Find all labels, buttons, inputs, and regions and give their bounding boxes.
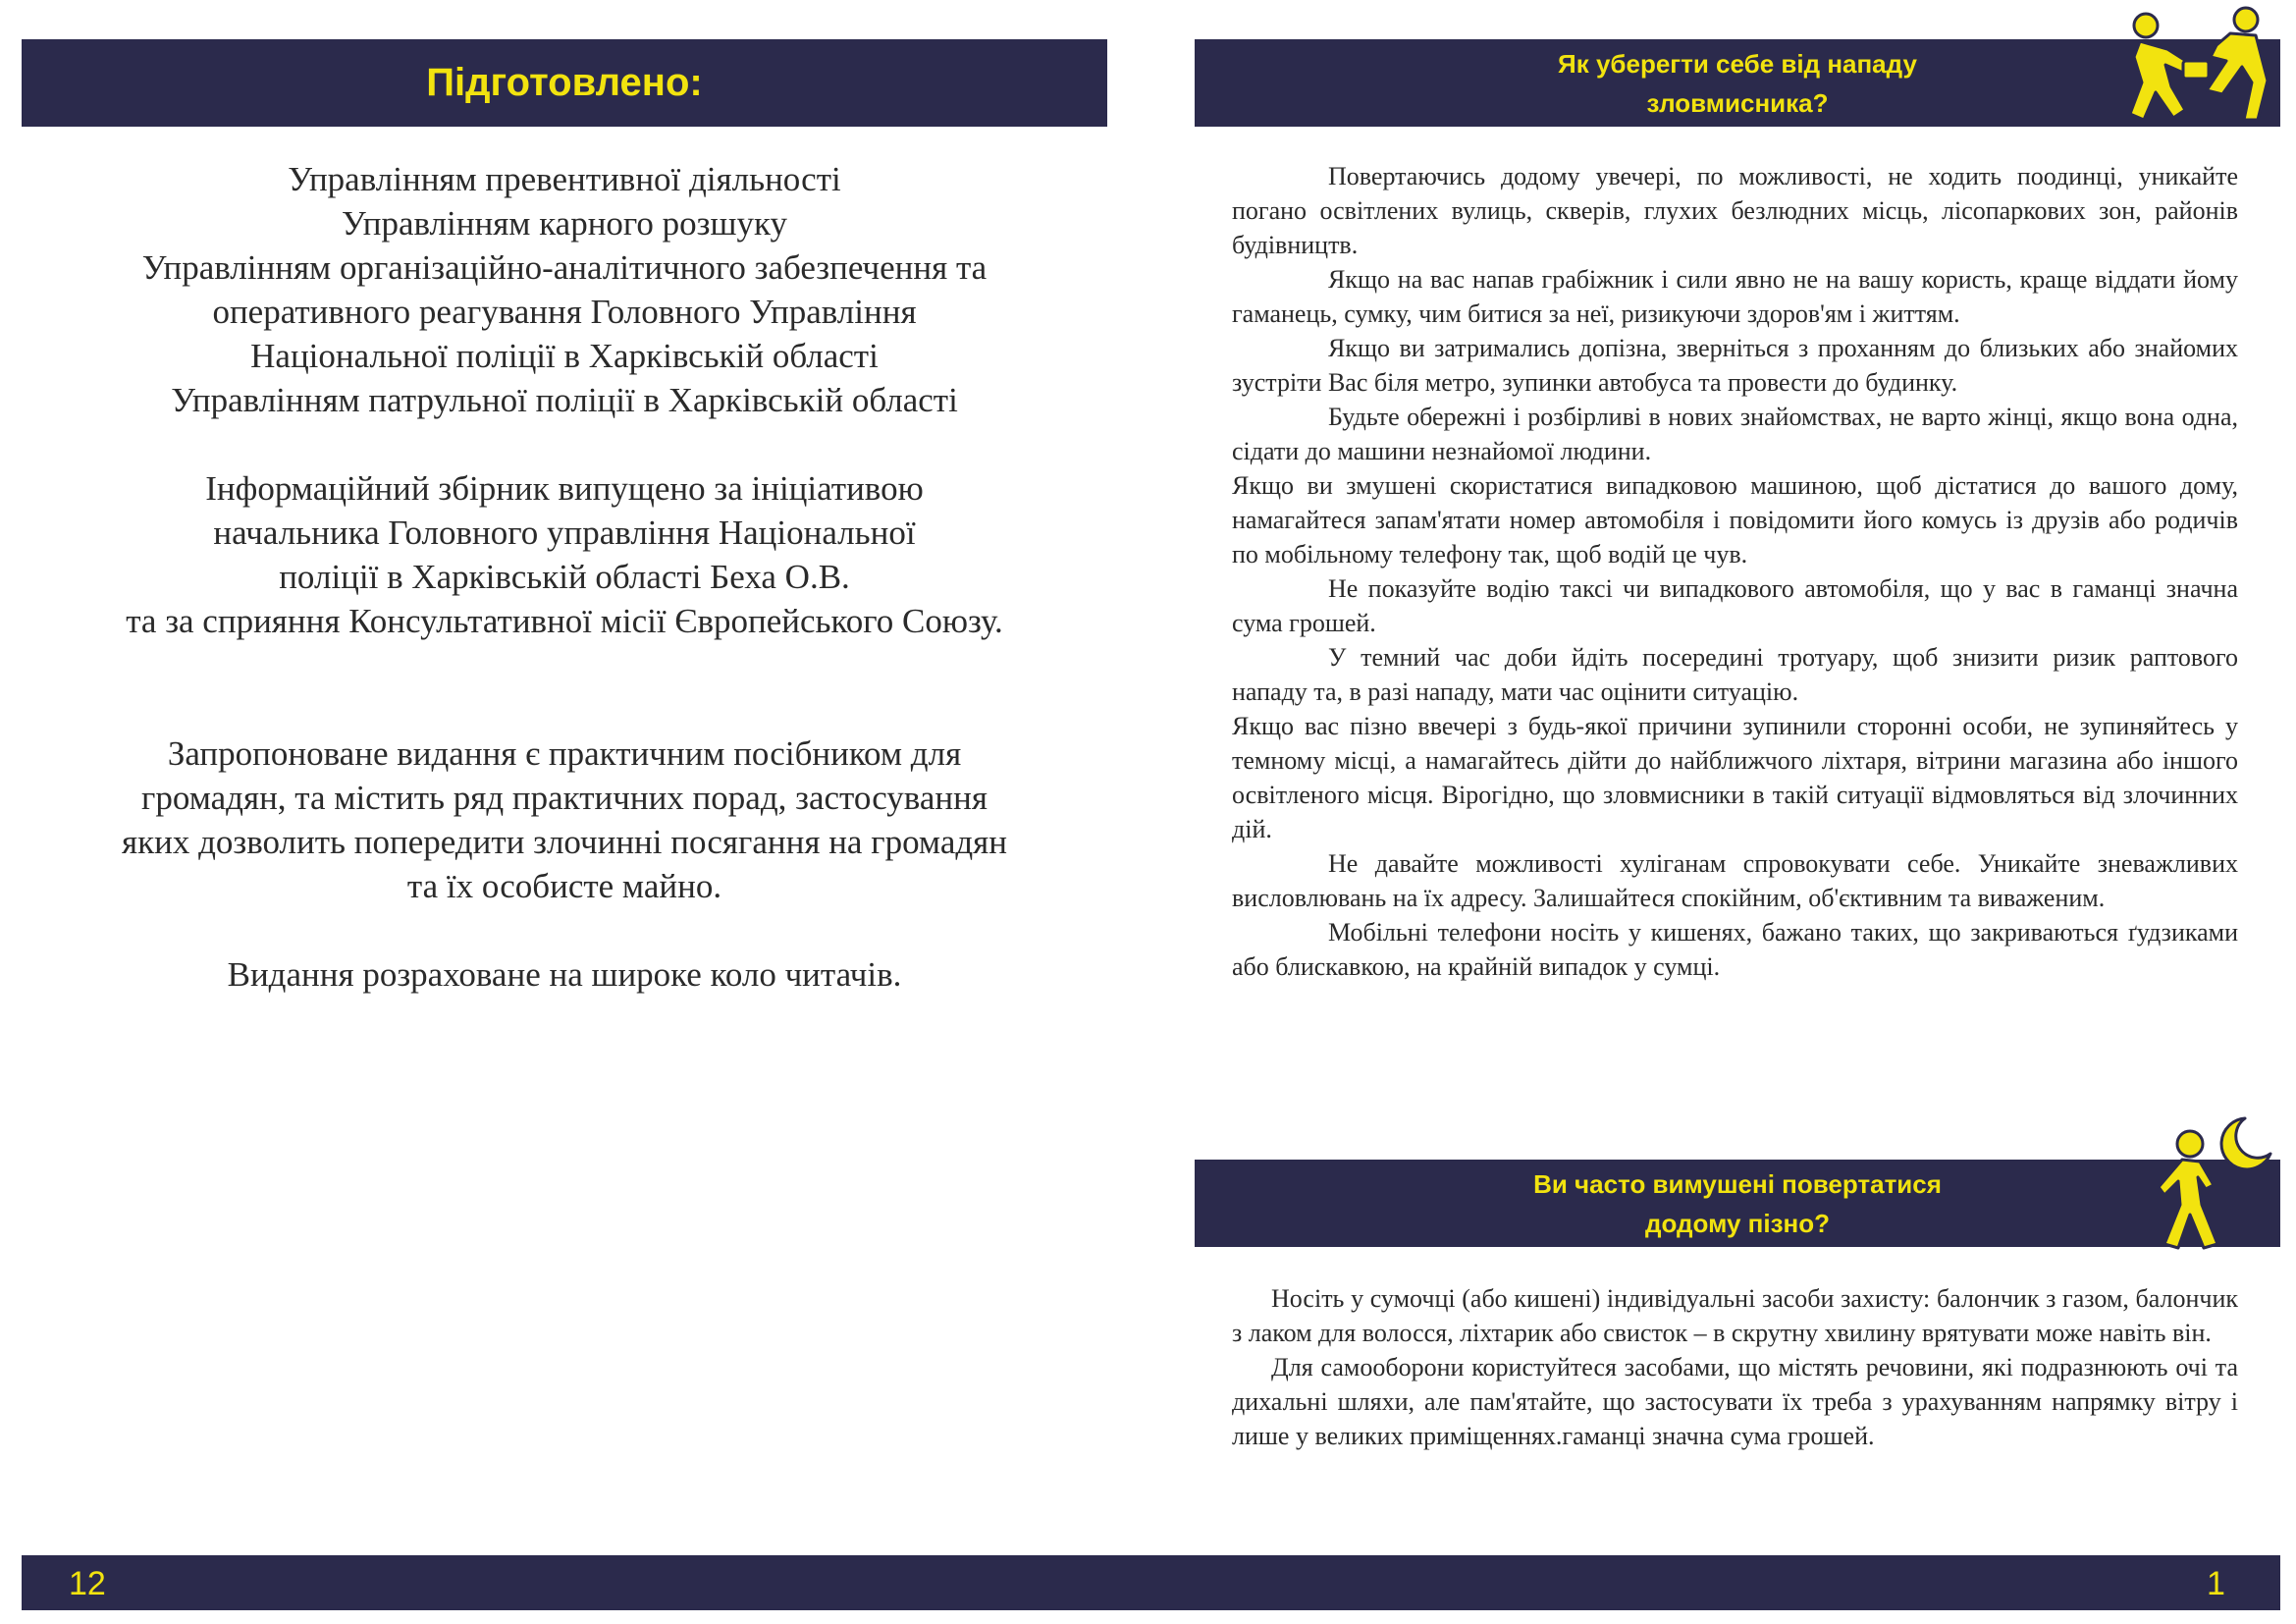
initiative-line: поліції в Харківській області Беха О.В. xyxy=(279,558,850,596)
initiative-line: начальника Головного управління Національної xyxy=(213,514,916,552)
org-line: Управлінням превентивної діяльності xyxy=(288,160,841,198)
section2-header-bar xyxy=(1195,1160,2280,1247)
purpose-line: громадян, та містить ряд практичних порад, застосування xyxy=(141,779,988,817)
section1-body xyxy=(1232,159,2238,984)
initiative-line: Інформаційний збірник випущено за ініціативою xyxy=(205,469,924,508)
purpose-block xyxy=(59,731,1070,908)
org-line: оперативного реагування Головного Управління xyxy=(212,293,917,331)
org-line: Управлінням патрульної поліції в Харківській області xyxy=(171,381,958,419)
section1-header-bar xyxy=(1195,39,2280,127)
section1-title-line2: зловмисника? xyxy=(1646,87,1829,118)
org-line: Управлінням організаційно-аналітичного забезпечення та xyxy=(141,248,988,287)
left-page-number: 12 xyxy=(69,1565,106,1602)
org-line: Управлінням карного розшуку xyxy=(342,204,787,243)
audience-note: Видання розраховане на широке коло читачів. xyxy=(227,955,902,994)
left-header-bar xyxy=(22,39,1107,127)
walking-at-night-icon xyxy=(2155,1114,2272,1252)
section1-paragraph: Будьте обережні і розбірливі в нових знайомствах, не варто жінці, якщо вона одна, сідати до машини незнайомої людини. xyxy=(1232,403,2238,465)
section1-paragraph: Якщо вас пізно ввечері з будь-якої причини зупинили сторонні особи, не зупиняйтесь у темному місці, а намагайтесь дійти до найближчого ліхтаря, вітрини магазина або іншого освітленого місця. Вірогідно, що зловмисники в такій ситуації відмовляться від злочинних дій. xyxy=(1232,712,2238,843)
org-block xyxy=(59,157,1070,422)
section1-paragraph: Повертаючись додому увечері, по можливості, не ходить поодинці, уникайте погано освітлених вулиць, скверів, глухих безлюдних місць, лісопаркових зон, районів будівництв. xyxy=(1232,162,2238,259)
section2-title-line1: Ви часто вимушені повертатися xyxy=(1533,1168,1942,1199)
section1-paragraph: У темний час доби йдіть посередині тротуару, щоб знизити ризик раптового нападу та, в разі нападу, мати час оцінити ситуацію. xyxy=(1232,643,2238,706)
section1-paragraph: Не показуйте водію таксі чи випадкового автомобіля, що у вас в гаманці значна сума грошей. xyxy=(1232,574,2238,637)
attack-icon xyxy=(2120,4,2277,122)
initiative-line: та за сприяння Консультативної місії Європейського Союзу. xyxy=(126,602,1003,640)
section1-paragraph: Якщо на вас напав грабіжник і сили явно не на вашу користь, краще віддати йому гаманець, сумку, чим битися за неї, ризикуючи здоров'ям і життям. xyxy=(1232,265,2238,328)
section1-paragraph: Якщо ви змушені скористатися випадковою машиною, щоб дістатися до вашого дому, намагайтеся запам'ятати номер автомобіля і повідомити його комусь із друзів або родичів по мобільному телефону так, щоб водій це чув. xyxy=(1232,471,2238,568)
org-line: Національної поліції в Харківській області xyxy=(250,337,879,375)
purpose-line: Запропоноване видання є практичним посібником для xyxy=(167,734,962,773)
section2-title-line2: додому пізно? xyxy=(1645,1208,1830,1238)
section1-paragraph: Мобільні телефони носіть у кишенях, бажано таких, що закриваються ґудзиками або блискавкою, на крайній випадок у сумці. xyxy=(1232,918,2238,981)
left-header-title: Підготовлено: xyxy=(426,61,703,104)
section2-body xyxy=(1232,1281,2238,1453)
right-page-number: 1 xyxy=(2207,1565,2225,1602)
section1-paragraph: Якщо ви затримались допізна, зверніться з проханням до близьких або знайомих зустріти Вас біля метро, зупинки автобуса та провести до будинку. xyxy=(1232,334,2238,397)
section1-title-line1: Як уберегти себе від нападу xyxy=(1558,48,1917,79)
section1-paragraph: Не давайте можливості хуліганам спровокувати себе. Уникайте зневажливих висловлювань на їх адресу. Залишайтеся спокійним, об'єктивним та виваженим. xyxy=(1232,849,2238,912)
purpose-line: яких дозволить попередити злочинні посягання на громадян xyxy=(121,823,1007,861)
footer-bar xyxy=(22,1555,2280,1610)
initiative-block xyxy=(59,466,1070,643)
purpose-line: та їх особисте майно. xyxy=(406,867,722,905)
section2-paragraph: Для самооборони користуйтеся засобами, що містять речовини, які подразнюють очі та дихальні шляхи, але пам'ятайте, що застосувати їх треба з урахуванням напрямку вітру і лише у великих приміщеннях.гаманці значна сума грошей. xyxy=(1232,1353,2238,1450)
section2-paragraph: Носіть у сумочці (або кишені) індивідуальні засоби захисту: балончик з газом, балончик з лаком для волосся, ліхтарик або свисток – в скрутну хвилину врятувати може навіть він. xyxy=(1232,1284,2238,1347)
left-content xyxy=(59,157,1070,997)
